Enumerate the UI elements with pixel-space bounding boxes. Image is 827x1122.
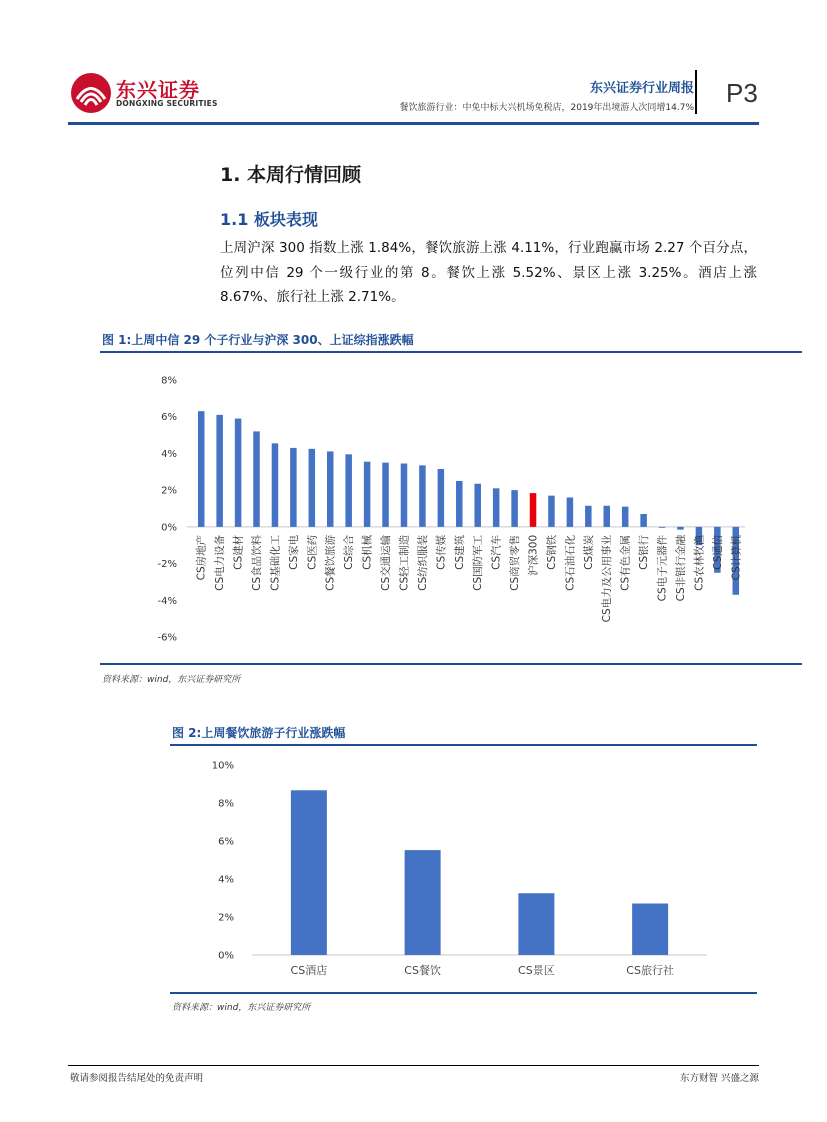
company-logo-icon xyxy=(70,72,112,114)
x-tick-label: CS家电 xyxy=(287,534,300,570)
bar xyxy=(290,448,297,527)
x-tick-label: CS餐饮 xyxy=(404,964,441,977)
header-divider xyxy=(695,70,697,114)
x-tick-label: CS综合 xyxy=(343,534,356,570)
x-tick-label: CS煤炭 xyxy=(582,534,595,570)
x-tick-label: CS房地产 xyxy=(195,534,208,581)
x-tick-label: CS石油石化 xyxy=(564,534,577,591)
figure2-top-rule xyxy=(170,744,757,746)
y-tick-label: -4% xyxy=(157,595,177,607)
section-heading: 1. 本周行情回顾 xyxy=(220,164,362,186)
y-tick-label: 8% xyxy=(161,375,177,387)
x-tick-label: 沪深300 xyxy=(527,534,540,576)
x-tick-label: CS传媒 xyxy=(435,534,448,570)
y-tick-label: -2% xyxy=(157,559,177,571)
x-tick-label: CS电力及公用事业 xyxy=(601,534,614,623)
y-tick-label: 6% xyxy=(161,412,177,424)
bar xyxy=(659,527,666,528)
figure1-title: 图 1:上周中信 29 个子行业与沪深 300、上证综指涨跌幅 xyxy=(102,333,414,347)
bar xyxy=(493,488,500,527)
y-tick-label: 2% xyxy=(161,485,177,497)
x-tick-label: CS电力设备 xyxy=(214,534,227,591)
x-tick-label: CS通信 xyxy=(711,534,724,570)
bar xyxy=(677,527,684,530)
x-tick-label: CS汽车 xyxy=(490,534,503,570)
bar xyxy=(530,493,537,527)
bar xyxy=(518,893,554,955)
x-tick-label: CS建材 xyxy=(232,534,245,570)
bar xyxy=(604,506,611,527)
x-tick-label: CS基础化工 xyxy=(269,534,282,591)
bar xyxy=(405,850,441,955)
bar xyxy=(640,514,647,527)
brand-name-cn: 东兴证券 xyxy=(116,78,200,102)
footer-rule xyxy=(68,1065,759,1066)
report-type: 东兴证券行业周报 xyxy=(589,81,694,96)
x-tick-label: CS银行 xyxy=(638,534,651,570)
bar xyxy=(622,507,629,527)
x-tick-label: CS商贸零售 xyxy=(509,534,522,591)
body-paragraph: 上周沪深 300 指数上涨 1.84%，餐饮旅游上涨 4.11%，行业跑赢市场 2.27 个百分点，位列中信 29 个一级行业的第 8。餐饮上涨 5.52%、景区上涨 3.25%。酒店上涨 8.67%、旅行社上涨 2.71%。 xyxy=(220,240,757,305)
x-tick-label: CS建筑 xyxy=(453,534,466,570)
x-tick-label: CS酒店 xyxy=(290,964,328,977)
bar xyxy=(548,496,555,527)
bar xyxy=(456,481,463,527)
figure1-chart xyxy=(140,362,760,660)
subsection-heading: 1.1 板块表现 xyxy=(220,210,318,229)
figure2-chart xyxy=(172,752,712,986)
y-tick-label: 6% xyxy=(218,836,234,848)
bar xyxy=(585,506,592,527)
figure2-bottom-rule xyxy=(170,992,757,994)
y-tick-label: 2% xyxy=(218,912,234,924)
bar xyxy=(511,490,518,527)
bar xyxy=(327,451,334,526)
figure1-source: 资料来源：wind，东兴证券研究所 xyxy=(102,675,241,685)
x-tick-label: CS非银行金融 xyxy=(674,534,687,602)
report-subtitle: 餐饮旅游行业：中免中标大兴机场免税店，2019年出境游人次同增14.7% xyxy=(399,103,694,113)
x-tick-label: CS食品饮料 xyxy=(251,534,264,591)
bar xyxy=(198,411,205,527)
bar xyxy=(235,419,242,527)
bar xyxy=(272,443,279,527)
brand-name-en: DONGXING SECURITIES xyxy=(116,99,218,108)
x-tick-label: CS农林牧渔 xyxy=(693,534,706,591)
bar xyxy=(401,464,408,527)
x-tick-label: CS电子元器件 xyxy=(656,534,669,602)
footer-slogan: 东方财智 兴盛之源 xyxy=(679,1073,759,1084)
page-number: P3 xyxy=(726,78,758,108)
bar xyxy=(291,790,327,955)
figure1-bottom-rule xyxy=(100,663,802,665)
x-tick-label: CS轻工制造 xyxy=(398,534,411,591)
bar xyxy=(474,484,481,527)
y-tick-label: 4% xyxy=(218,874,234,886)
y-tick-label: 0% xyxy=(161,522,177,534)
header-rule xyxy=(68,122,759,125)
x-tick-label: CS旅行社 xyxy=(626,964,674,977)
figure2-source: 资料来源：wind，东兴证券研究所 xyxy=(172,1003,311,1013)
x-tick-label: CS餐饮旅游 xyxy=(324,534,337,591)
bar xyxy=(567,497,574,526)
figure2-title: 图 2:上周餐饮旅游子行业涨跌幅 xyxy=(172,726,346,740)
y-tick-label: 4% xyxy=(161,448,177,460)
bar xyxy=(382,463,389,527)
figure1-top-rule xyxy=(100,351,802,353)
x-tick-label: CS医药 xyxy=(306,534,319,570)
x-tick-label: CS机械 xyxy=(361,534,374,570)
x-tick-label: CS交通运输 xyxy=(380,534,393,591)
y-tick-label: 10% xyxy=(211,760,234,772)
bar xyxy=(364,462,371,527)
x-tick-label: CS计算机 xyxy=(730,534,743,581)
bar xyxy=(216,415,223,527)
bar xyxy=(419,465,426,526)
y-tick-label: -6% xyxy=(157,632,177,644)
y-tick-label: 8% xyxy=(218,798,234,810)
x-tick-label: CS钢铁 xyxy=(545,534,558,570)
bar xyxy=(253,431,260,526)
bar xyxy=(345,454,352,527)
x-tick-label: CS有色金属 xyxy=(619,534,632,591)
x-tick-label: CS景区 xyxy=(518,964,555,977)
bar xyxy=(309,449,316,527)
x-tick-label: CS国防军工 xyxy=(472,534,485,591)
bar xyxy=(438,469,445,527)
bar xyxy=(632,904,668,955)
disclaimer-note: 敬请参阅报告结尾处的免责声明 xyxy=(70,1073,204,1084)
y-tick-label: 0% xyxy=(218,950,234,962)
x-tick-label: CS纺织服装 xyxy=(416,534,429,591)
